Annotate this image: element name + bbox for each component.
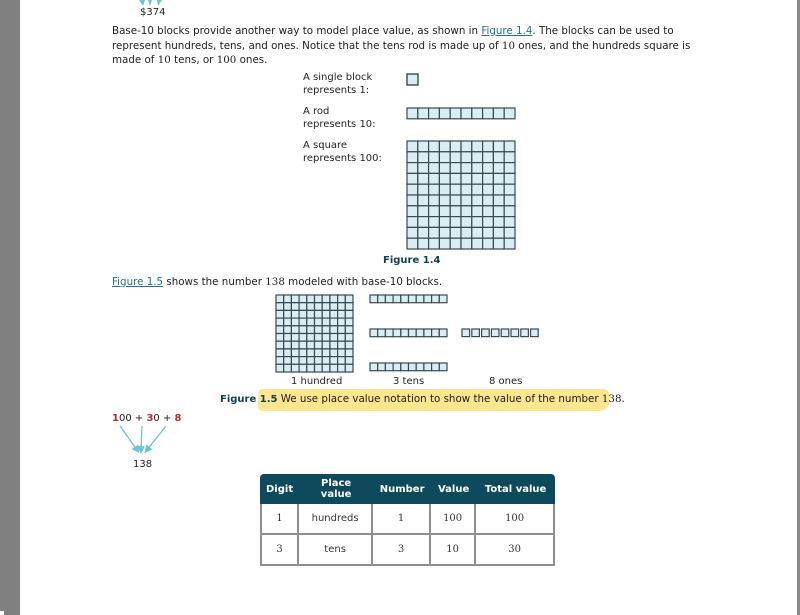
col-digit: Digit (260, 474, 299, 504)
cell-number: 1 (373, 504, 431, 535)
label-line: A rod (303, 106, 330, 117)
table-row (260, 535, 555, 566)
cell-place-value: tens (299, 535, 373, 566)
plus: + (159, 413, 175, 424)
hundred-label: 1 hundred (291, 376, 343, 387)
table-header-row (260, 474, 555, 504)
place-value-table (260, 474, 555, 566)
intro-paragraph (112, 24, 702, 68)
cell-total-value: 100 (476, 504, 555, 535)
text: tens, or (170, 54, 217, 67)
col-value: Value (431, 474, 476, 504)
label-line: represents 100: (303, 152, 382, 164)
text: ones, and the hundreds square is made of (112, 39, 691, 67)
caption-label: Figure 1.5 (220, 394, 278, 405)
zeros: 00 (118, 413, 132, 424)
label-line: A single block (303, 72, 373, 83)
number: 100 (216, 54, 237, 67)
digit-ones: 8 (174, 413, 182, 424)
ones-blocks-icon (461, 328, 543, 340)
ones-label: 8 ones (489, 376, 523, 387)
ten-rod-icon (369, 328, 449, 340)
figure-1-4-caption: Figure 1.4 (383, 255, 441, 266)
col-total-value: Total value (476, 474, 555, 504)
number: 10 (501, 39, 515, 52)
rod-label (303, 106, 376, 131)
number: 138 (265, 276, 285, 288)
cell-number: 3 (373, 535, 431, 566)
caption-text: We use place value notation to show the value of the number (277, 393, 602, 405)
digit-hundreds: 1 (112, 413, 119, 424)
cell-value: 10 (431, 535, 476, 566)
text: ones. (236, 54, 268, 67)
col-number: Number (373, 474, 431, 504)
text: shows the number (163, 276, 266, 288)
single-block-icon (406, 73, 420, 87)
single-block-label (303, 72, 372, 97)
viewer-left-margin (0, 0, 20, 615)
label-line: represents 1: (303, 84, 370, 96)
rod-block-icon (406, 107, 518, 121)
figure-1-5-intro (112, 275, 702, 290)
cell-place-value: hundreds (299, 504, 373, 535)
cell-digit: 3 (260, 535, 299, 566)
cell-digit: 1 (260, 504, 299, 535)
converging-arrows-icon (112, 424, 182, 458)
square-label (303, 140, 382, 165)
figure-1-4-link[interactable]: Figure 1.4 (481, 25, 533, 37)
table-row (260, 504, 555, 535)
number: 10 (157, 54, 171, 67)
hundred-block-icon (275, 294, 355, 374)
square-block-icon (406, 140, 518, 252)
caption-number: 138 (601, 393, 622, 405)
ten-rod-icon (369, 294, 449, 306)
text: modeled with base-10 blocks. (284, 276, 443, 288)
plus: + (131, 413, 147, 424)
zeros: 0 (153, 413, 160, 424)
label-line: A square (303, 140, 348, 151)
expanded-form-result: 138 (133, 459, 153, 470)
caption-text: . (621, 393, 625, 405)
ten-rod-icon (369, 362, 449, 374)
tens-label: 3 tens (393, 376, 425, 387)
margin-corner (0, 611, 4, 615)
cell-value: 100 (431, 504, 476, 535)
text: Base-10 blocks provide another way to model place value, as shown in (112, 25, 482, 37)
expanded-form (112, 413, 182, 424)
figure-1-5-link[interactable]: Figure 1.5 (112, 276, 164, 288)
cell-total-value: 30 (476, 535, 555, 566)
previous-example-result: $374 (140, 7, 166, 18)
text: . The blocks can be used to represent hundreds, tens, and ones. Notice that the tens rod is made up of (112, 25, 674, 52)
figure-1-5-caption (220, 393, 625, 405)
digit-tens: 3 (146, 413, 154, 424)
label-line: represents 10: (303, 118, 376, 130)
col-place-value: Place value (299, 474, 373, 504)
